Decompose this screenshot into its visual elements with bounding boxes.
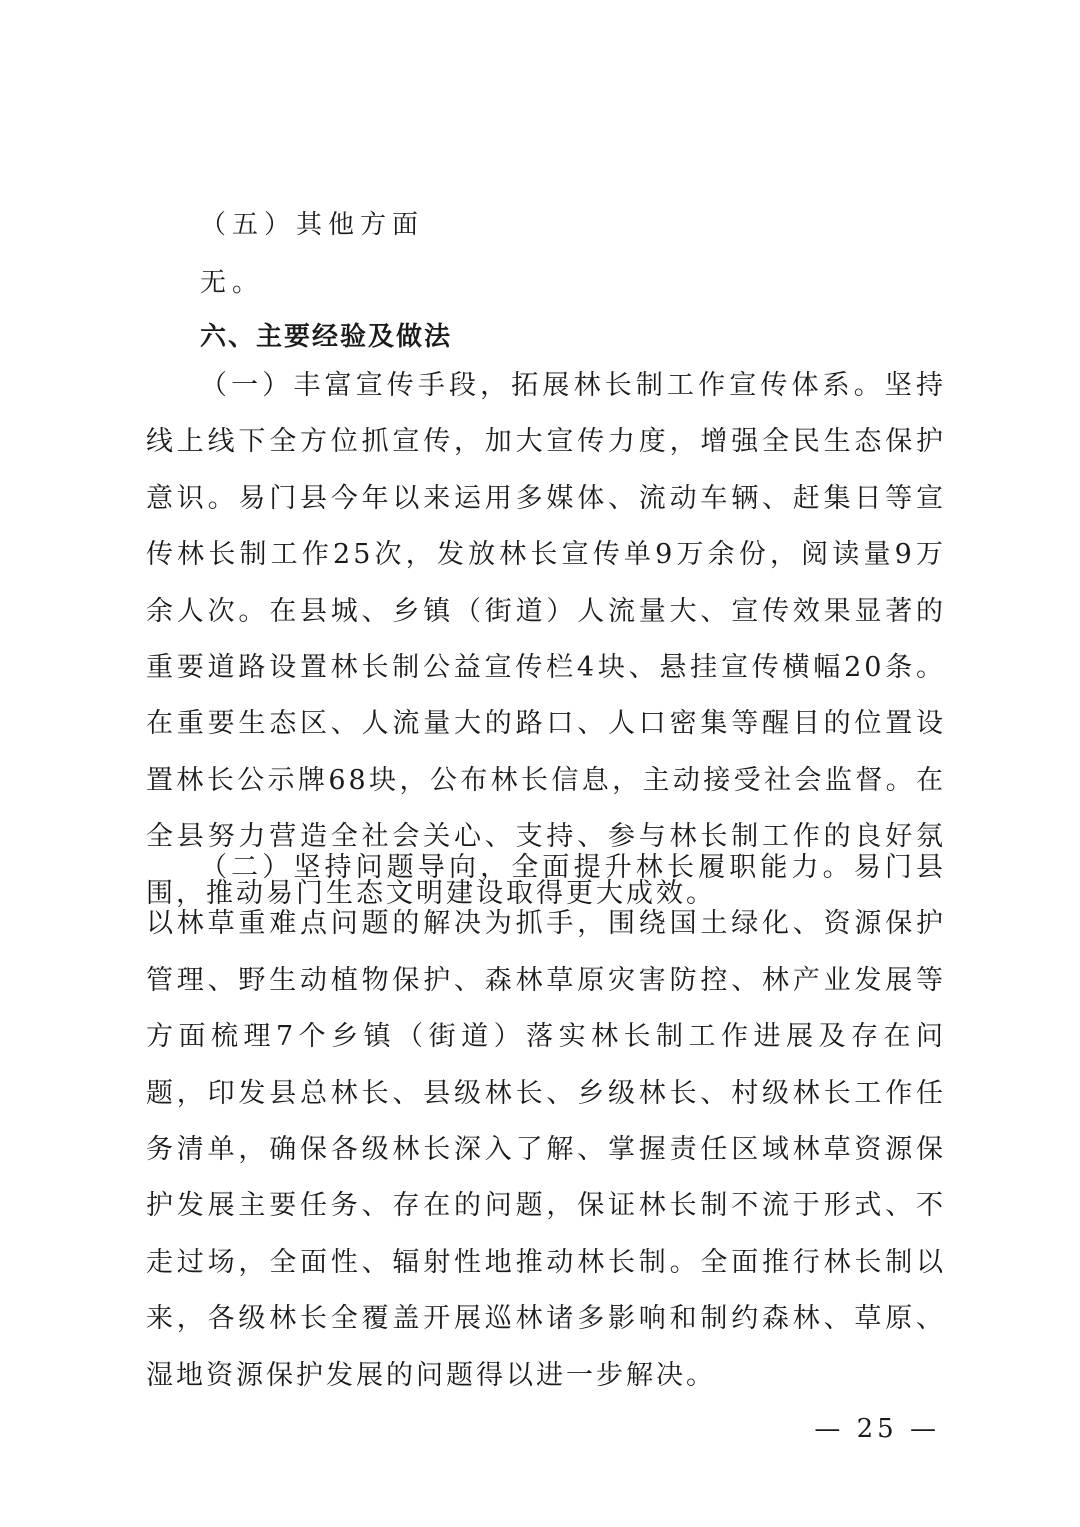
paragraph-problem-oriented: （二）坚持问题导向，全面提升林长履职能力。易门县以林草重难点问题的解决为抓手，围绕国土绿化、资源保护管理、野生动植物保护、森林草原灾害防控、林产业发展等方面梳理7个乡镇（街道）落实林长制工作进展及存在问题，印发县总林长、县级林长、乡级林长、村级林长工作任务清单，确保各级林长深入了解、掌握责任区域林草资源保护发展主要任务、存在的问题，保证林长制不流于形式、不走过场，全面性、辐射性地推动林长制。全面推行林长制以来，各级林长全覆盖开展巡林诸多影响和制约森林、草原、湿地资源保护发展的问题得以进一步解决。 [146, 852, 946, 1391]
section-5-body: 无。 [200, 268, 265, 298]
section-5-heading: （五）其他方面 [200, 210, 425, 240]
section-6-heading: 六、主要经验及做法 [200, 322, 453, 352]
paragraph-publicity: （一）丰富宣传手段，拓展林长制工作宣传体系。坚持线上线下全方位抓宣传，加大宣传力度，增强全民生态保护意识。易门县今年以来运用多媒体、流动车辆、赶集日等宣传林长制工作25次，发放林长宣传单9万余份，阅读量9万余人次。在县城、乡镇（街道）人流量大、宣传效果显著的重要道路设置林长制公益宣传栏4块、悬挂宣传横幅20条。在重要生态区、人流量大的路口、人口密集等醒目的位置设置林长公示牌68块，公布林长信息，主动接受社会监督。在全县努力营造全社会关心、支持、参与林长制工作的良好氛围，推动易门生态文明建设取得更大成效。 [146, 370, 946, 909]
page-number: — 25 — [814, 1414, 940, 1444]
